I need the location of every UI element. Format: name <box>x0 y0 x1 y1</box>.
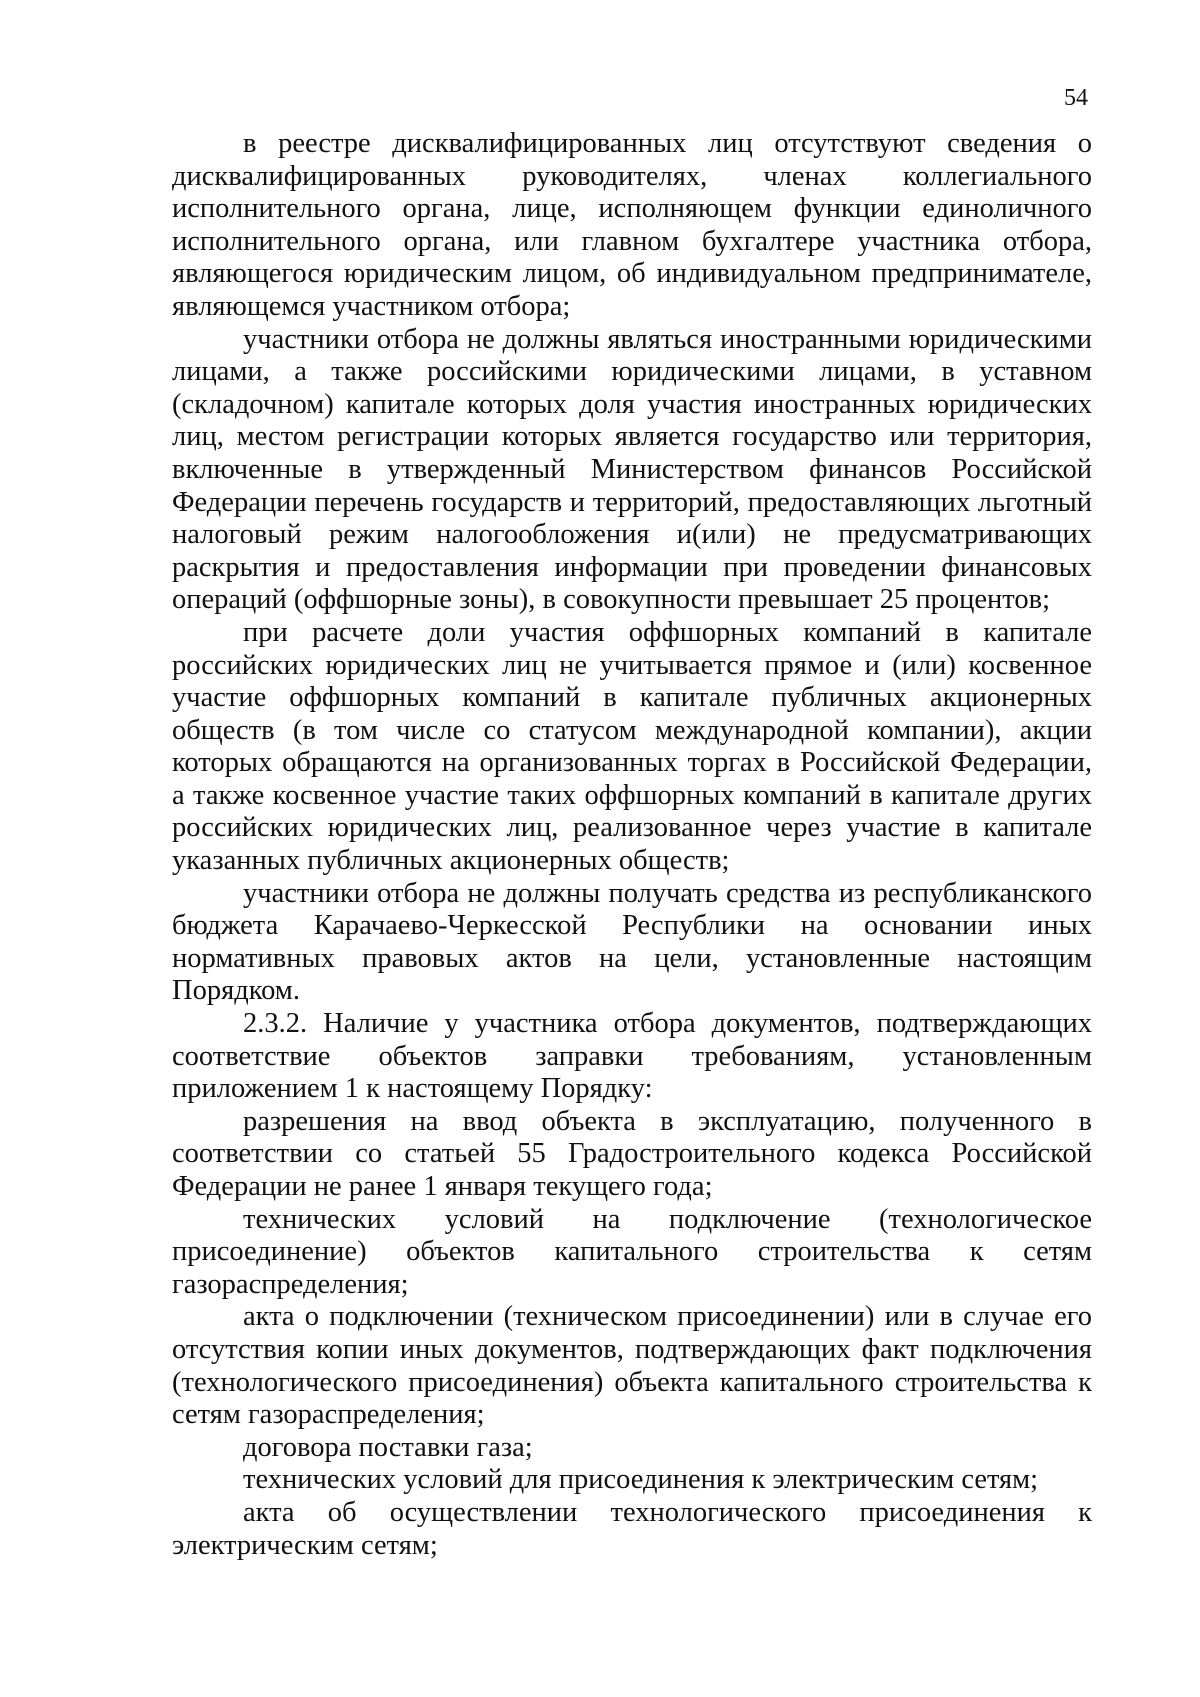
document-body <box>172 128 1092 1562</box>
paragraph-commissioning-permit: разрешения на ввод объекта в эксплуатацию, полученного в соответствии со статьей 55 Градостроительного кодекса Российской Федерации не ранее 1 января текущего года; <box>172 1105 1092 1202</box>
paragraph-electric-connection-act: акта об осуществлении технологического присоединения к электрическим сетям; <box>172 1496 1092 1561</box>
paragraph-gas-connection-act: акта о подключении (техническом присоединении) или в случае его отсутствия копии иных документов, подтверждающих факт подключения (технологического присоединения) объекта капитального строительства к сетям газораспределения; <box>172 1301 1092 1431</box>
paragraph-section-2-3-2: 2.3.2. Наличие у участника отбора документов, подтверждающих соответствие объектов заправки требованиям, установленным приложением 1 к настоящему Порядку: <box>172 1008 1092 1105</box>
paragraph-budget-funds: участники отбора не должны получать средства из республиканского бюджета Карачаево-Черкесской Республики на основании иных нормативных правовых актов на цели, установленные настоящим Порядком. <box>172 877 1092 1007</box>
paragraph-disqualified-persons: в реестре дисквалифицированных лиц отсутствуют сведения о дисквалифицированных руководителях, членах коллегиального исполнительного органа, лице, исполняющем функции единоличного исполнительного органа, или главном бухгалтере участника отбора, являющегося юридическим лицом, об индивидуальном предпринимателе, являющемся участником отбора; <box>172 128 1092 322</box>
paragraph-foreign-entities: участники отбора не должны являться иностранными юридическими лицами, а также российскими юридическими лицами, в уставном (складочном) капитале которых доля участия иностранных юридических лиц, местом регистрации которых является государство или территория, включенные в утвержденный Министерством финансов Российской Федерации перечень государств и территорий, предоставляющих льготный налоговый режим налогообложения и(или) не предусматривающих раскрытия и предоставления информации при проведении финансовых операций (оффшорные зоны), в совокупности превышает 25 процентов; <box>172 323 1092 616</box>
paragraph-offshore-share: при расчете доли участия оффшорных компаний в капитале российских юридических лиц не учитывается прямое и (или) косвенное участие оффшорных компаний в капитале публичных акционерных обществ (в том числе со статусом международной компании), акции которых обращаются на организованных торгах в Российской Федерации, а также косвенное участие таких оффшорных компаний в капитале других российских юридических лиц, реализованное через участие в капитале указанных публичных акционерных обществ; <box>172 616 1092 877</box>
page-number: 54 <box>1064 85 1088 111</box>
paragraph-gas-technical-conditions: технических условий на подключение (технологическое присоединение) объектов капитального строительства к сетям газораспределения; <box>172 1203 1092 1300</box>
paragraph-gas-supply-contract: договора поставки газа; <box>243 1431 533 1463</box>
paragraph-electric-technical-conditions: технических условий для присоединения к электрическим сетям; <box>243 1464 1039 1496</box>
